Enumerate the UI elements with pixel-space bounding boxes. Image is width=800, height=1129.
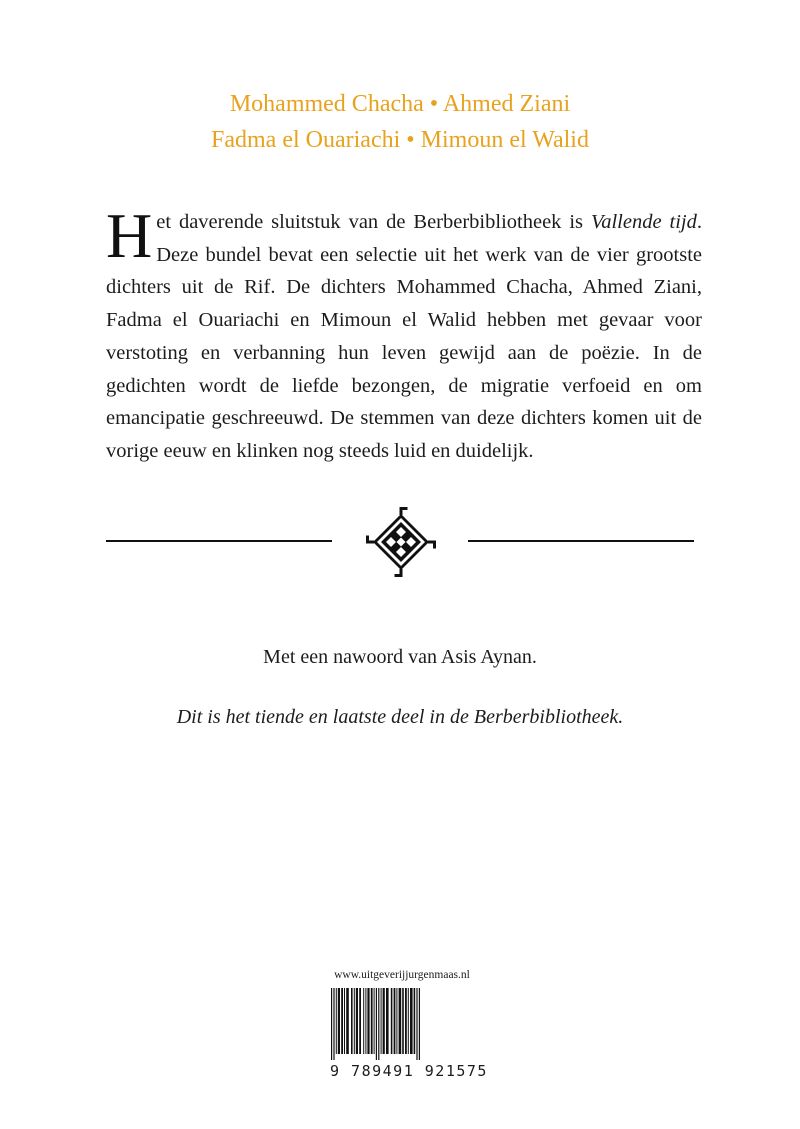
barcode-bar (383, 988, 385, 1054)
divider-rule-left (106, 540, 332, 542)
barcode-bar (386, 988, 389, 1054)
barcode-bar (365, 988, 366, 1054)
barcode-bar (394, 988, 396, 1054)
barcode-bar (376, 988, 377, 1060)
barcode-bar (396, 988, 397, 1054)
barcode-bar (391, 988, 393, 1054)
publisher-url: www.uitgeverijjurgenmaas.nl (334, 969, 470, 981)
barcode-bar (374, 988, 375, 1054)
barcode-bar (414, 988, 416, 1054)
barcode-bar (416, 988, 417, 1060)
barcode-block (330, 968, 488, 1080)
barcode-bar (331, 988, 332, 1060)
barcode-bar (333, 988, 334, 1060)
barcode-bar (351, 988, 353, 1054)
blurb-text-start: et daverende sluitstuk van de Berberbibliotheek is (156, 211, 591, 233)
blurb-paragraph (106, 200, 702, 468)
barcode-bar (356, 988, 358, 1054)
barcode-bar (419, 988, 420, 1060)
barcode-bar (336, 988, 337, 1054)
barcode-bar (344, 988, 345, 1054)
isbn-barcode (330, 988, 474, 1060)
barcode-bar (371, 988, 373, 1054)
book-title: Vallende tijd (590, 211, 697, 233)
barcode-bar (378, 988, 379, 1060)
barcode-bar (338, 988, 340, 1054)
barcode-bar (399, 988, 402, 1054)
barcode-bar (410, 988, 413, 1054)
author-names (0, 86, 800, 158)
barcode-bar (346, 988, 349, 1054)
barcode-bar (354, 988, 355, 1054)
ornament-divider (106, 505, 694, 579)
blurb-text-rest: . Deze bundel bevat een selectie uit het werk van de vier grootste dichters uit de Rif. De dichters Mohammed Chacha, Ahmed Ziani, Fadma el Ouariachi en Mimoun el Walid hebben met gevaar voor verstoting en verbanning hun leven gewijd aan de poëzie. In de gedichten wordt de liefde bezongen, de migratie verfoeid en om emancipatie geschreeuwd. De stemmen van deze dichters komen uit de vorige eeuw en klinken nog steeds luid en duidelijk. (106, 211, 702, 462)
barcode-bar (367, 988, 369, 1054)
barcode-bar (359, 988, 361, 1054)
barcode-bar (405, 988, 407, 1054)
barcode-bar (408, 988, 409, 1054)
berber-diamond-ornament-icon (364, 505, 438, 579)
barcode-bar (341, 988, 343, 1054)
afterword-note: Met een nawoord van Asis Aynan. (263, 646, 537, 668)
divider-rule-right (468, 540, 694, 542)
drop-cap: H (106, 200, 153, 271)
isbn-digits: 9 789491 921575 (330, 1062, 488, 1080)
author-line-1: Mohammed Chacha • Ahmed Ziani (229, 91, 571, 117)
barcode-bar (363, 988, 364, 1054)
author-line-2: Fadma el Ouariachi • Mimoun el Walid (211, 127, 589, 153)
barcode-bar (381, 988, 382, 1054)
series-note: Dit is het tiende en laatste deel in de Berberbibliotheek. (176, 706, 624, 728)
barcode-bar (402, 988, 404, 1054)
